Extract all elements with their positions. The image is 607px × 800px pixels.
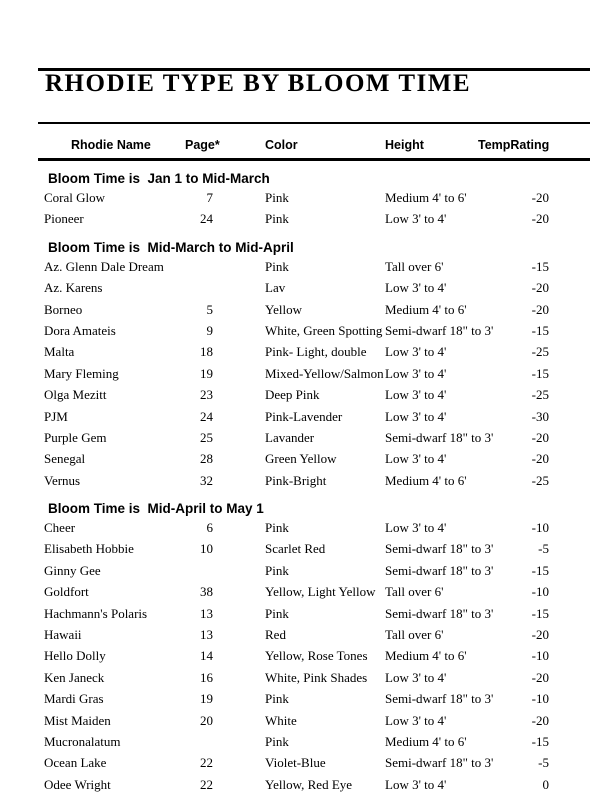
table-row [38, 320, 590, 341]
cell-temp: -15 [531, 605, 549, 621]
table-row [38, 688, 590, 709]
cell-height: Low 3' to 4' [385, 280, 447, 296]
cell-color: Yellow [265, 301, 302, 317]
cell-temp: -15 [531, 322, 549, 338]
cell-color: Pink [265, 562, 289, 578]
cell-page: 14 [200, 648, 213, 664]
cell-temp: -15 [531, 258, 549, 274]
table-row [38, 208, 590, 229]
cell-color: White, Green Spotting [265, 322, 383, 338]
cell-color: Pink [265, 605, 289, 621]
cell-page: 5 [206, 301, 213, 317]
table-row [38, 517, 590, 538]
table-row [38, 470, 590, 491]
cell-color: Pink-Bright [265, 472, 327, 488]
cell-page: 18 [200, 344, 213, 360]
cell-page: 22 [200, 776, 213, 792]
cell-height: Low 3' to 4' [385, 387, 447, 403]
cell-height: Low 3' to 4' [385, 712, 447, 728]
table-row [38, 731, 590, 752]
cell-page: 20 [200, 712, 213, 728]
cell-temp: -20 [531, 280, 549, 296]
cell-temp: -15 [531, 733, 549, 749]
cell-temp: 0 [542, 776, 549, 792]
cell-color: Violet-Blue [265, 755, 326, 771]
cell-color: Pink-Lavender [265, 408, 343, 424]
cell-name: Ginny Gee [44, 562, 101, 578]
cell-page: 23 [200, 387, 213, 403]
column-header-page: Page* [185, 138, 220, 152]
table-row [38, 560, 590, 581]
cell-temp: -10 [531, 691, 549, 707]
cell-temp: -10 [531, 648, 549, 664]
cell-height: Medium 4' to 6' [385, 733, 467, 749]
cell-page: 32 [200, 472, 213, 488]
cell-name: Hawaii [44, 627, 82, 643]
cell-page: 19 [200, 365, 213, 381]
cell-height: Low 3' to 4' [385, 365, 447, 381]
table-row [38, 645, 590, 666]
cell-temp: -25 [531, 344, 549, 360]
table-row [38, 277, 590, 298]
cell-height: Low 3' to 4' [385, 344, 447, 360]
cell-page: 24 [200, 211, 213, 227]
cell-color: Mixed-Yellow/Salmon [265, 365, 384, 381]
table-row [38, 384, 590, 405]
cell-height: Semi-dwarf 18" to 3' [385, 691, 494, 707]
cell-color: Pink [265, 733, 289, 749]
table-row [38, 603, 590, 624]
cell-color: Yellow, Rose Tones [265, 648, 368, 664]
cell-page: 13 [200, 605, 213, 621]
cell-page: 9 [206, 322, 213, 338]
cell-temp: -15 [531, 365, 549, 381]
table-row [38, 363, 590, 384]
cell-height: Tall over 6' [385, 258, 444, 274]
cell-name: Ken Janeck [44, 669, 105, 685]
column-header-rhodie-name: Rhodie Name [71, 138, 151, 152]
cell-color: White, Pink Shades [265, 669, 368, 685]
cell-height: Low 3' to 4' [385, 408, 447, 424]
table-row [38, 710, 590, 731]
cell-color: Green Yellow [265, 451, 337, 467]
section-heading-1: Bloom Time is Mid-March to Mid-April [48, 239, 294, 255]
cell-temp: -5 [538, 755, 549, 771]
cell-name: Mardi Gras [44, 691, 104, 707]
cell-name: Az. Glenn Dale Dream [44, 258, 164, 274]
cell-page: 25 [200, 429, 213, 445]
cell-temp: -20 [531, 451, 549, 467]
cell-temp: -25 [531, 387, 549, 403]
cell-height: Tall over 6' [385, 627, 444, 643]
cell-color: Scarlet Red [265, 541, 326, 557]
cell-height: Low 3' to 4' [385, 669, 447, 685]
column-header-row [38, 138, 590, 154]
cell-height: Medium 4' to 6' [385, 301, 467, 317]
section-heading-0: Bloom Time is Jan 1 to Mid-March [48, 171, 270, 186]
cell-name: Az. Karens [44, 280, 103, 296]
table-row [38, 581, 590, 602]
cell-page: 7 [206, 190, 213, 205]
cell-page: 6 [206, 520, 213, 536]
table-body [38, 161, 590, 795]
cell-color: Pink [265, 691, 289, 707]
cell-temp: -20 [531, 190, 549, 205]
table-row [38, 341, 590, 362]
cell-name: Senegal [44, 451, 86, 467]
cell-name: Elisabeth Hobbie [44, 541, 134, 557]
cell-page: 22 [200, 755, 213, 771]
cell-temp: -20 [531, 429, 549, 445]
cell-height: Semi-dwarf 18" to 3' [385, 541, 494, 557]
cell-color: Pink [265, 258, 289, 274]
cell-color: Pink [265, 190, 289, 205]
cell-name: Hello Dolly [44, 648, 106, 664]
table-row [38, 667, 590, 688]
table-row [38, 774, 590, 795]
cell-temp: -15 [531, 562, 549, 578]
cell-temp: -20 [531, 712, 549, 728]
cell-name: Mary Fleming [44, 365, 119, 381]
cell-temp: -10 [531, 584, 549, 600]
cell-height: Tall over 6' [385, 584, 444, 600]
cell-height: Low 3' to 4' [385, 520, 447, 536]
column-header-color: Color [265, 138, 298, 152]
cell-height: Low 3' to 4' [385, 211, 447, 227]
cell-name: Dora Amateis [44, 322, 116, 338]
cell-height: Semi-dwarf 18" to 3' [385, 755, 494, 771]
cell-page: 10 [200, 541, 213, 557]
cell-name: Ocean Lake [44, 755, 107, 771]
table-row [38, 256, 590, 277]
cell-temp: -20 [531, 669, 549, 685]
table-row [38, 448, 590, 469]
cell-name: Hachmann's Polaris [44, 605, 148, 621]
cell-page: 24 [200, 408, 213, 424]
cell-name: Mist Maiden [44, 712, 111, 728]
cell-height: Semi-dwarf 18" to 3' [385, 322, 494, 338]
cell-page: 16 [200, 669, 213, 685]
cell-color: Red [265, 627, 286, 643]
cell-name: Coral Glow [44, 190, 106, 205]
cell-temp: -20 [531, 627, 549, 643]
table-row [38, 187, 590, 208]
cell-temp: -20 [531, 301, 549, 317]
table-row [38, 752, 590, 773]
cell-temp: -30 [531, 408, 549, 424]
report-title: RHODIE TYPE BY BLOOM TIME [45, 70, 471, 97]
title-separator-rule [38, 122, 590, 124]
cell-name: Odee Wright [44, 776, 111, 792]
cell-color: White [265, 712, 297, 728]
cell-height: Semi-dwarf 18" to 3' [385, 605, 494, 621]
cell-color: Lavander [265, 429, 315, 445]
cell-color: Lav [265, 280, 286, 296]
section-heading-2: Bloom Time is Mid-April to May 1 [48, 501, 264, 517]
cell-color: Deep Pink [265, 387, 320, 403]
cell-temp: -10 [531, 520, 549, 536]
cell-name: Pioneer [44, 211, 84, 227]
cell-height: Semi-dwarf 18" to 3' [385, 429, 494, 445]
cell-height: Low 3' to 4' [385, 776, 447, 792]
table-row [38, 299, 590, 320]
cell-temp: -20 [531, 211, 549, 227]
cell-color: Pink [265, 520, 289, 536]
table-row [38, 624, 590, 645]
cell-height: Semi-dwarf 18" to 3' [385, 562, 494, 578]
cell-color: Yellow, Light Yellow [265, 584, 376, 600]
table-row [38, 427, 590, 448]
cell-height: Medium 4' to 6' [385, 648, 467, 664]
cell-height: Low 3' to 4' [385, 451, 447, 467]
cell-page: 13 [200, 627, 213, 643]
cell-height: Medium 4' to 6' [385, 472, 467, 488]
cell-name: Olga Mezitt [44, 387, 107, 403]
cell-name: Malta [44, 344, 75, 360]
table-row [38, 538, 590, 559]
cell-color: Yellow, Red Eye [265, 776, 353, 792]
cell-name: PJM [44, 408, 68, 424]
cell-name: Borneo [44, 301, 83, 317]
cell-name: Cheer [44, 520, 76, 536]
cell-page: 28 [200, 451, 213, 467]
cell-name: Purple Gem [44, 429, 107, 445]
cell-color: Pink [265, 211, 289, 227]
cell-page: 19 [200, 691, 213, 707]
cell-name: Mucronalatum [44, 733, 121, 749]
cell-temp: -5 [538, 541, 549, 557]
table-row [38, 406, 590, 427]
cell-page: 38 [200, 584, 213, 600]
cell-color: Pink- Light, double [265, 344, 367, 360]
cell-temp: -25 [531, 472, 549, 488]
column-header-temprating: TempRating [478, 138, 550, 152]
column-header-height: Height [385, 138, 424, 152]
cell-name: Vernus [44, 472, 81, 488]
cell-height: Medium 4' to 6' [385, 190, 467, 205]
cell-name: Goldfort [44, 584, 89, 600]
